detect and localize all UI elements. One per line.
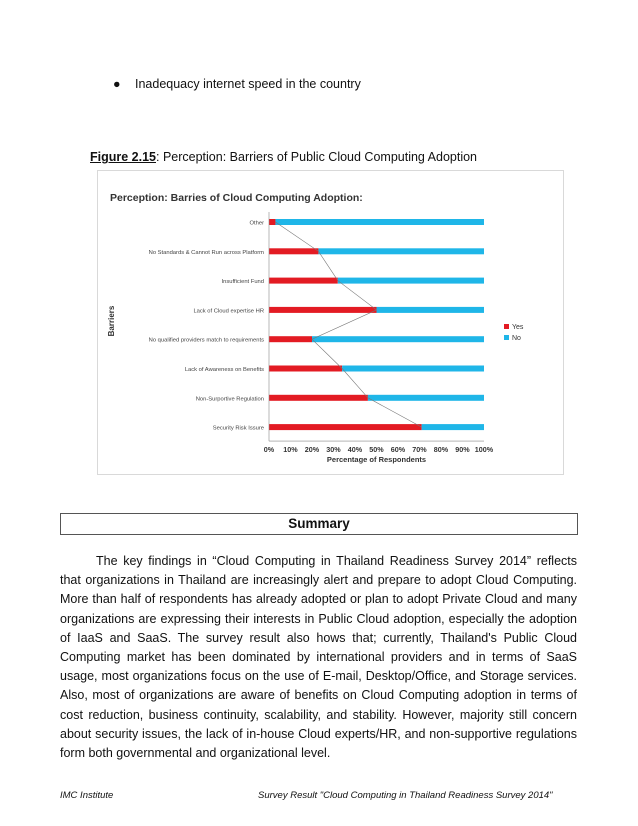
- chart-container: [97, 170, 564, 475]
- category-label: Other: [249, 220, 264, 227]
- bar-no: [312, 336, 484, 342]
- bullet-text: Inadequacy internet speed in the country: [135, 77, 361, 91]
- bar-no: [377, 307, 485, 313]
- category-label: Security Risk Issure: [212, 425, 264, 432]
- bar-yes: [269, 278, 338, 284]
- x-tick-label: 60%: [390, 445, 406, 455]
- chart-title: Perception: Barries of Cloud Computing Adoption:: [110, 192, 363, 204]
- bullet-item: [113, 77, 361, 91]
- summary-line: cost reduction, business continuity, scalability, and stability. However, majority still concern: [60, 707, 577, 722]
- bullet-symbol: ●: [113, 77, 121, 91]
- bar-yes: [269, 248, 318, 254]
- category-label: Lack of Awareness on Benefits: [184, 367, 264, 373]
- summary-paragraph: [60, 552, 577, 763]
- figure-caption: [90, 150, 477, 164]
- summary-line: Computing market has been dominated by international providers and in terms of SaaS: [60, 650, 577, 665]
- x-tick-label: 20%: [304, 445, 320, 455]
- category-label: No qualified providers match to requirements: [148, 337, 264, 344]
- footer-right: Survey Result "Cloud Computing in Thailand Readiness Survey 2014": [258, 790, 553, 801]
- bar-yes: [269, 395, 368, 401]
- category-label: No Standards & Cannot Run across Platform: [148, 249, 264, 256]
- bar-yes: [269, 219, 275, 225]
- x-tick-label: 90%: [455, 445, 470, 455]
- summary-heading: Summary: [60, 513, 578, 535]
- category-label: Lack of Cloud expertise HR: [193, 308, 264, 315]
- x-tick-label: 30%: [326, 445, 341, 455]
- bar-no: [342, 366, 484, 372]
- x-tick-label: 100%: [474, 445, 494, 455]
- bar-yes: [269, 336, 312, 342]
- category-label: Non-Surportive Regulation: [195, 396, 264, 403]
- summary-line: The key findings in “Cloud Computing in Thailand Readiness Survey 2014” reflects that: [60, 554, 577, 588]
- summary-line: Also, most of organizations are aware of benefits on Cloud Computing adoption in terms of: [60, 688, 577, 703]
- summary-line: organizations in Thailand are increasingly alert and prepare to adopt Cloud Computing. More: [60, 573, 577, 607]
- summary-line: about security issues, the lack of in-house Cloud experts/HR, and non-supportive regulations: [60, 726, 577, 741]
- summary-line: form both governmental and organizational level.: [60, 746, 331, 761]
- legend-label-no: No: [512, 335, 521, 342]
- bar-no: [275, 219, 484, 225]
- bar-yes: [269, 366, 342, 372]
- summary-line: usage, most organizations focus on the use of E-mail, Desktop/Office, and Storage services.: [60, 669, 577, 684]
- x-tick-label: 70%: [412, 445, 427, 455]
- x-axis-label: Percentage of Respondents: [326, 455, 427, 465]
- y-axis-label: Barriers: [107, 305, 116, 337]
- x-tick-label: 80%: [433, 445, 449, 455]
- bar-no: [368, 395, 484, 401]
- x-tick-label: 0%: [263, 445, 275, 455]
- x-tick-label: 10%: [283, 445, 298, 455]
- legend-label-yes: Yes: [512, 324, 524, 331]
- figure-label: Figure 2.15: [90, 150, 156, 164]
- legend-swatch-no: [504, 335, 509, 340]
- bar-no: [338, 278, 484, 284]
- figure-caption-text: : Perception: Barriers of Public Cloud Computing Adoption: [156, 150, 478, 164]
- bar-yes: [269, 307, 377, 313]
- legend-swatch-yes: [504, 324, 509, 329]
- summary-line: than half of respondents has already adopted or plan to adopt Private Cloud and many: [92, 592, 577, 607]
- barriers-chart: [98, 171, 563, 474]
- x-tick-label: 40%: [347, 445, 363, 455]
- x-tick-label: 50%: [369, 445, 384, 455]
- bar-no: [318, 248, 484, 254]
- category-label: Insufficient Fund: [221, 279, 264, 286]
- summary-line: of IaaS and SaaS. The survey result also hows that; currently, Thailand's Public Cloud: [60, 630, 577, 645]
- summary-line: organizations are expressing their interests in Public Cloud adoption, especially the adoption: [60, 611, 577, 626]
- bar-yes: [269, 424, 422, 430]
- bar-no: [422, 424, 484, 430]
- footer-left: IMC Institute: [60, 790, 114, 801]
